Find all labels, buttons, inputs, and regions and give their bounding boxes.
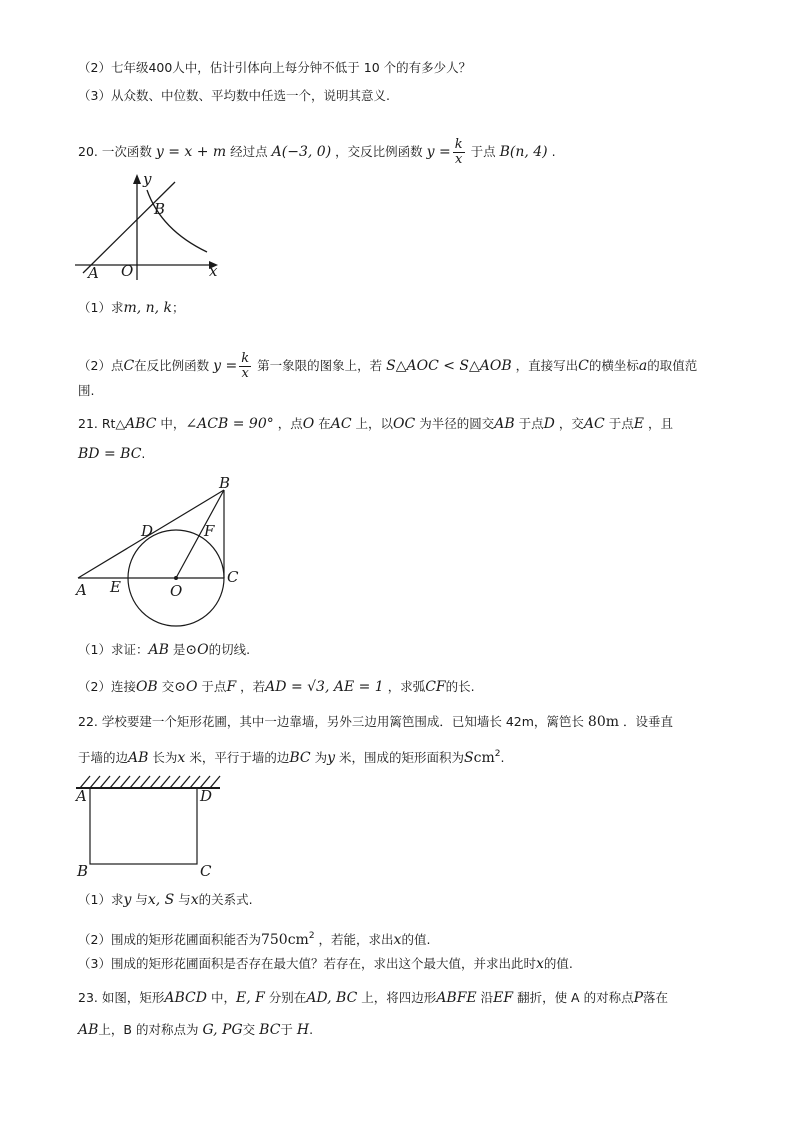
q22-part2: （2）围成的矩形花圃面积能否为$750cm^2$ ，若能，求出x的值. xyxy=(78,931,431,948)
graph-label-B: B xyxy=(154,200,166,218)
q21-part1: （1）求证：AB 是⊙O的切线. xyxy=(78,642,251,658)
fig21-label-D: D xyxy=(141,522,154,540)
q19-part3: （3）从众数、中位数、平均数中任选一个，说明其意义. xyxy=(78,88,390,103)
fraction-k-over-x: $\frac{k}{x}$ xyxy=(454,137,463,167)
fig21-label-E: E xyxy=(110,578,121,596)
q21-statement: 21. Rt△ABC 中，∠ACB = 90° ，点O 在AC 上，以OC 为半径的圆交AB 于点D ，交AC 于点E ，且 xyxy=(78,416,673,432)
graph-label-x: x xyxy=(209,262,218,280)
q20-part2: （2）点C在反比例函数 y = $\frac{k}{x}$ 第一象限的图象上，若 S△AOC < S△AOB ，直接写出C的横坐标a的取值范 xyxy=(78,351,698,381)
fig21-label-F: F xyxy=(204,522,215,540)
q21-part2: （2）连接OB 交⊙O 于点F ，若AD = √3, AE = 1 ，求弧CF的长. xyxy=(78,679,475,695)
fig21-label-C: C xyxy=(227,568,239,586)
q20-part1: （1）求m, n, k； xyxy=(78,300,185,316)
q20-statement: 20. 一次函数 y = x + m 经过点 A(−3, 0) ，交反比例函数 y = $\frac{k}{x}$ 于点 B(n, 4) . xyxy=(78,137,556,167)
q22-statement-cont: 于墙的边AB 长为x 米，平行于墙的边BC 为y 米，围成的矩形面积为Scm$^2$. xyxy=(78,749,505,766)
fig21-label-B: B xyxy=(219,474,231,492)
graph-label-O: O xyxy=(121,262,134,280)
fig22-label-B: B xyxy=(77,862,89,880)
q21-geometry-figure xyxy=(76,474,256,603)
q22-part3: （3）围成的矩形花圃面积是否存在最大值？若存在，求出这个最大值，并求出此时x的值. xyxy=(78,956,573,972)
q20-part2-cont: 围. xyxy=(78,383,95,398)
q23-statement: 23. 如图，矩形ABCD 中，E, F 分别在AD, BC 上，将四边形ABFE 沿EF 翻折，使 A 的对称点P落在 xyxy=(78,990,669,1006)
fig22-label-C: C xyxy=(200,862,212,880)
graph-label-y: y xyxy=(143,170,152,188)
q21-statement-cont: BD = BC. xyxy=(78,446,146,462)
fig21-label-O: O xyxy=(170,582,183,600)
q20-function-graph xyxy=(75,170,225,285)
q22-rectangle-figure xyxy=(74,772,224,880)
fig22-label-D: D xyxy=(200,787,213,805)
q22-statement: 22. 学校要建一个矩形花圃，其中一边靠墙，另外三边用篱笆围成．已知墙长 42m，篱笆长 80m ．设垂直 xyxy=(78,714,673,730)
q23-statement-cont: AB上，B 的对称点为 G, PG交 BC于 H. xyxy=(78,1022,314,1038)
q19-part2: （2）七年级400人中，估计引体向上每分钟不低于 10 个的有多少人？ xyxy=(78,60,472,75)
fig22-label-A: A xyxy=(76,787,87,805)
graph-label-A: A xyxy=(88,264,99,282)
q22-part1: （1）求y 与x, S 与x的关系式. xyxy=(78,892,253,908)
fig21-label-A: A xyxy=(76,581,87,599)
